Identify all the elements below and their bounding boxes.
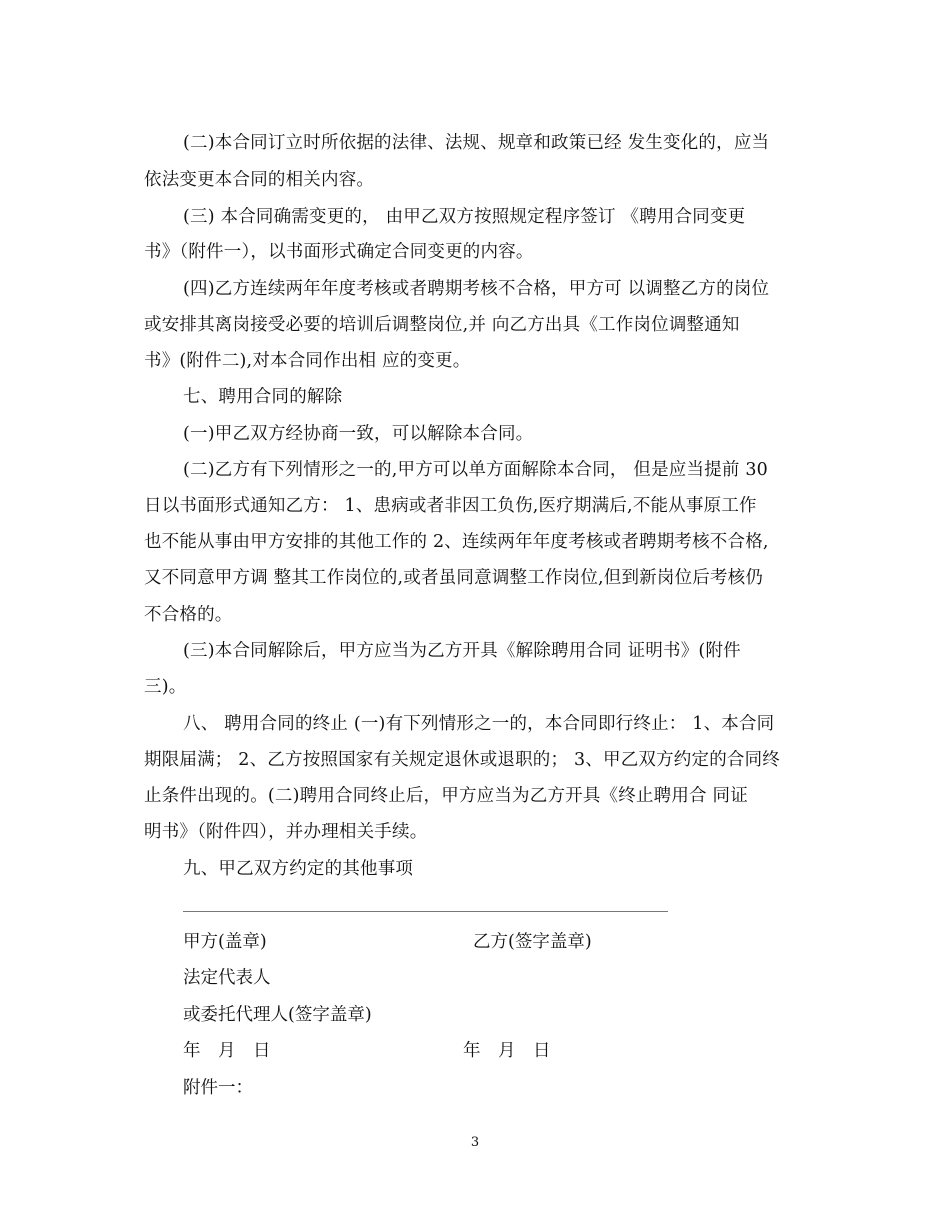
section-heading: 九、甲乙双方约定的其他事项 [183,859,414,879]
authorized-agent: 或委托代理人(签字盖章) [183,1005,372,1025]
paragraph-line: 依法变更本合同的相关内容。 [144,170,375,190]
paragraph-line: (三) 本合同确需变更的， 由甲乙双方按照规定程序签订 《聘用合同变更 [183,207,746,227]
paragraph-line: (四)乙方连续两年年度考核或者聘期考核不合格，甲方可 以调整乙方的岗位 [183,279,770,299]
paragraph-line: 止条件出现的。(二)聘用合同终止后，甲方应当为乙方开具《终止聘用合 同证 [144,786,748,806]
legal-representative: 法定代表人 [183,968,271,988]
paragraph-line: 又不同意甲方调 整其工作岗位的,或者虽同意调整工作岗位,但到新岗位后考核仍 [144,568,764,588]
paragraph-line: (二)本合同订立时所依据的法律、法规、规章和政策已经 发生变化的，应当 [183,133,770,153]
party-a-seal: 甲方(盖章) [183,932,267,952]
paragraph-line: 日以书面形式通知乙方： 1、患病或者非因工负伤,医疗期满后,不能从事原工作 [144,496,757,516]
paragraph-line: (二)乙方有下列情形之一的,甲方可以单方面解除本合同， 但是应当提前 30 [183,460,769,480]
paragraph-line: 期限届满； 2、乙方按照国家有关规定退休或退职的； 3、甲乙双方约定的合同终 [144,750,780,770]
section-heading: 八、 聘用合同的终止 (一)有下列情形之一的，本合同即行终止： 1、本合同 [183,714,775,734]
attachment-label: 附件一： [183,1078,253,1098]
paragraph-line: 三)。 [144,677,187,697]
separator-line [183,911,668,912]
paragraph-line: 也不能从事由甲方安排的其他工作的 2、连续两年年度考核或者聘期考核不合格, [144,532,769,552]
paragraph-line: 明书》（附件四），并办理相关手续。 [144,822,428,842]
date-party-a: 年 月 日 [183,1041,271,1061]
paragraph-line: 书》(附件二),对本合同作出相 应的变更。 [144,351,471,371]
section-heading: 七、聘用合同的解除 [183,387,343,407]
page-number: 3 [470,1135,480,1150]
paragraph-line: (一)甲乙双方经协商一致，可以解除本合同。 [183,424,534,444]
paragraph-line: 书》（附件一），以书面形式确定合同变更的内容。 [144,242,534,262]
paragraph-line: 不合格的。 [144,605,233,625]
paragraph-line: (三)本合同解除后，甲方应当为乙方开具《解除聘用合同 证明书》(附件 [183,641,741,661]
party-b-signature: 乙方(签字盖章) [473,932,592,952]
paragraph-line: 或安排其离岗接受必要的培训后调整岗位,并 向乙方出具《工作岗位调整通知 [144,315,740,335]
date-party-b: 年 月 日 [463,1041,551,1061]
